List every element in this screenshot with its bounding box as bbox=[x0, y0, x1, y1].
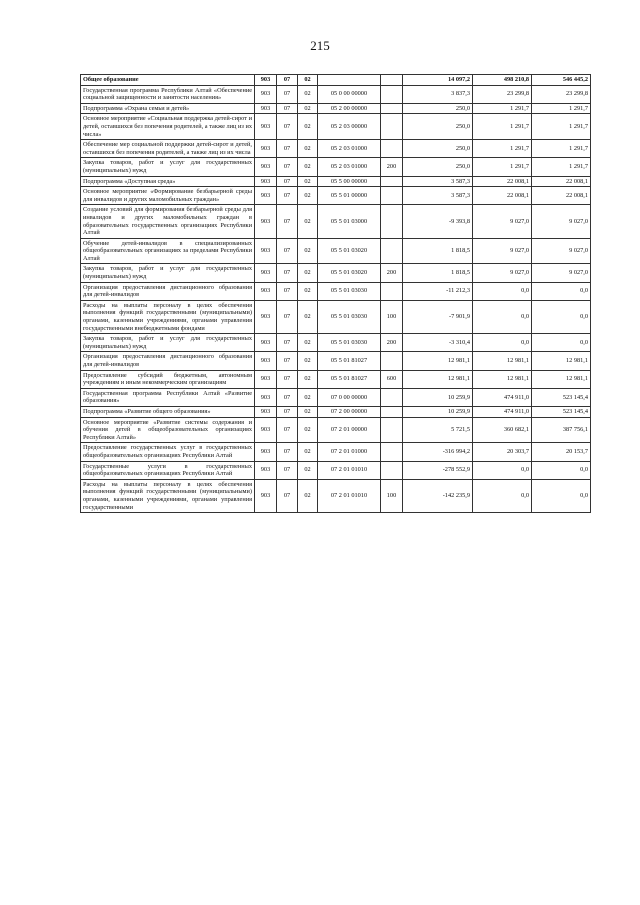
row-amount-2: 360 682,1 bbox=[473, 417, 532, 443]
row-expense-type: 100 bbox=[381, 479, 403, 512]
row-amount-2: 1 291,7 bbox=[473, 103, 532, 114]
row-subsection: 02 bbox=[298, 300, 318, 333]
table-row bbox=[81, 443, 591, 461]
row-ministry-code: 903 bbox=[255, 187, 277, 205]
table-row bbox=[81, 264, 591, 282]
row-subsection: 02 bbox=[298, 140, 318, 158]
row-amount-2: 0,0 bbox=[473, 334, 532, 352]
row-amount-2: 22 008,1 bbox=[473, 187, 532, 205]
table-row bbox=[81, 300, 591, 333]
row-name: Закупка товаров, работ и услуг для государственных (муниципальных) нужд bbox=[81, 334, 255, 352]
row-name: Основное мероприятие «Формирование безбарьерной среды для инвалидов и других маломобильных граждан» bbox=[81, 187, 255, 205]
row-expense-type bbox=[381, 417, 403, 443]
row-amount-3: 9 027,0 bbox=[532, 238, 591, 264]
row-section: 07 bbox=[277, 370, 298, 388]
row-expense-type bbox=[381, 85, 403, 103]
row-ministry-code: 903 bbox=[255, 461, 277, 479]
row-amount-1: 3 587,3 bbox=[403, 176, 473, 187]
row-subsection: 02 bbox=[298, 187, 318, 205]
row-expense-type bbox=[381, 443, 403, 461]
row-amount-2: 498 210,8 bbox=[473, 75, 532, 86]
row-name: Государственные услуги в государственных общеобразовательных организациях Республики Алтай bbox=[81, 461, 255, 479]
table-row bbox=[81, 370, 591, 388]
table-row bbox=[81, 140, 591, 158]
row-amount-1: -7 901,9 bbox=[403, 300, 473, 333]
row-amount-2: 9 027,0 bbox=[473, 205, 532, 238]
row-target-article: 05 0 00 00000 bbox=[318, 85, 381, 103]
row-amount-2: 0,0 bbox=[473, 282, 532, 300]
row-amount-2: 0,0 bbox=[473, 479, 532, 512]
row-name: Подпрограмма «Развитие общего образования» bbox=[81, 406, 255, 417]
row-amount-3: 523 145,4 bbox=[532, 406, 591, 417]
table-row bbox=[81, 85, 591, 103]
row-amount-3: 12 981,1 bbox=[532, 370, 591, 388]
row-section: 07 bbox=[277, 417, 298, 443]
table-row bbox=[81, 103, 591, 114]
row-section: 07 bbox=[277, 85, 298, 103]
row-amount-1: 250,0 bbox=[403, 103, 473, 114]
row-ministry-code: 903 bbox=[255, 406, 277, 417]
row-amount-1: -316 994,2 bbox=[403, 443, 473, 461]
row-target-article: 07 0 00 00000 bbox=[318, 388, 381, 406]
row-target-article: 05 5 01 03020 bbox=[318, 238, 381, 264]
row-section: 07 bbox=[277, 187, 298, 205]
row-amount-1: 12 981,1 bbox=[403, 370, 473, 388]
row-section: 07 bbox=[277, 205, 298, 238]
row-amount-3: 0,0 bbox=[532, 282, 591, 300]
row-name: Организация предоставления дистанционного образования для детей-инвалидов bbox=[81, 352, 255, 370]
row-amount-3: 1 291,7 bbox=[532, 140, 591, 158]
row-amount-3: 387 756,1 bbox=[532, 417, 591, 443]
row-section: 07 bbox=[277, 352, 298, 370]
row-name: Общее образование bbox=[81, 75, 255, 86]
table-row bbox=[81, 282, 591, 300]
row-name: Подпрограмма «Доступная среда» bbox=[81, 176, 255, 187]
row-subsection: 02 bbox=[298, 417, 318, 443]
row-expense-type: 200 bbox=[381, 334, 403, 352]
row-amount-3: 1 291,7 bbox=[532, 114, 591, 140]
row-ministry-code: 903 bbox=[255, 140, 277, 158]
budget-table-body bbox=[81, 75, 591, 513]
row-amount-2: 23 299,8 bbox=[473, 85, 532, 103]
row-expense-type bbox=[381, 406, 403, 417]
row-subsection: 02 bbox=[298, 352, 318, 370]
row-amount-2: 0,0 bbox=[473, 300, 532, 333]
row-section: 07 bbox=[277, 264, 298, 282]
row-ministry-code: 903 bbox=[255, 114, 277, 140]
row-name: Расходы на выплаты персоналу в целях обеспечения выполнения функций государственными (муниципальными) органами, казенными учреждениями, органами управления государственными bbox=[81, 479, 255, 512]
table-row bbox=[81, 334, 591, 352]
row-expense-type bbox=[381, 205, 403, 238]
row-name: Расходы на выплаты персоналу в целях обеспечения выполнения функций государственными (муниципальными) органами, казенными учреждениями, органами управления государственными внебюджетными фондами bbox=[81, 300, 255, 333]
row-subsection: 02 bbox=[298, 282, 318, 300]
row-target-article: 05 5 01 03030 bbox=[318, 334, 381, 352]
row-amount-2: 1 291,7 bbox=[473, 158, 532, 176]
row-section: 07 bbox=[277, 300, 298, 333]
row-amount-1: 10 259,9 bbox=[403, 388, 473, 406]
row-ministry-code: 903 bbox=[255, 158, 277, 176]
row-amount-2: 12 981,1 bbox=[473, 370, 532, 388]
row-amount-2: 474 911,0 bbox=[473, 406, 532, 417]
row-name: Обучение детей-инвалидов в специализированных общеобразовательных организациях за пределами Республики Алтай bbox=[81, 238, 255, 264]
row-amount-2: 1 291,7 bbox=[473, 140, 532, 158]
row-ministry-code: 903 bbox=[255, 334, 277, 352]
row-ministry-code: 903 bbox=[255, 417, 277, 443]
row-expense-type bbox=[381, 140, 403, 158]
row-subsection: 02 bbox=[298, 406, 318, 417]
row-amount-1: 250,0 bbox=[403, 114, 473, 140]
table-row bbox=[81, 388, 591, 406]
page-number: 215 bbox=[310, 38, 330, 53]
table-row bbox=[81, 75, 591, 86]
row-name: Предоставление государственных услуг в государственных общеобразовательных организациях Республики Алтай bbox=[81, 443, 255, 461]
row-subsection: 02 bbox=[298, 103, 318, 114]
row-expense-type bbox=[381, 352, 403, 370]
row-section: 07 bbox=[277, 176, 298, 187]
row-subsection: 02 bbox=[298, 461, 318, 479]
row-target-article: 07 2 00 00000 bbox=[318, 406, 381, 417]
row-expense-type: 100 bbox=[381, 300, 403, 333]
row-subsection: 02 bbox=[298, 114, 318, 140]
table-row bbox=[81, 114, 591, 140]
row-amount-3: 20 153,7 bbox=[532, 443, 591, 461]
row-amount-2: 0,0 bbox=[473, 461, 532, 479]
row-expense-type bbox=[381, 187, 403, 205]
row-amount-2: 1 291,7 bbox=[473, 114, 532, 140]
row-amount-1: 5 721,5 bbox=[403, 417, 473, 443]
row-name: Закупка товаров, работ и услуг для государственных (муниципальных) нужд bbox=[81, 158, 255, 176]
row-expense-type bbox=[381, 461, 403, 479]
row-expense-type bbox=[381, 75, 403, 86]
row-subsection: 02 bbox=[298, 264, 318, 282]
row-amount-2: 22 008,1 bbox=[473, 176, 532, 187]
row-amount-3: 523 145,4 bbox=[532, 388, 591, 406]
row-target-article: 05 5 01 03000 bbox=[318, 205, 381, 238]
row-target-article: 05 5 01 03020 bbox=[318, 264, 381, 282]
row-amount-3: 23 299,8 bbox=[532, 85, 591, 103]
row-amount-2: 474 911,0 bbox=[473, 388, 532, 406]
table-row bbox=[81, 187, 591, 205]
row-amount-3: 22 008,1 bbox=[532, 176, 591, 187]
row-name: Государственная программа Республики Алтай «Обеспечение социальной защищенности и занятости населения» bbox=[81, 85, 255, 103]
row-ministry-code: 903 bbox=[255, 282, 277, 300]
row-section: 07 bbox=[277, 479, 298, 512]
row-expense-type: 200 bbox=[381, 158, 403, 176]
row-amount-3: 1 291,7 bbox=[532, 158, 591, 176]
row-section: 07 bbox=[277, 334, 298, 352]
row-expense-type: 200 bbox=[381, 264, 403, 282]
row-subsection: 02 bbox=[298, 176, 318, 187]
row-section: 07 bbox=[277, 114, 298, 140]
row-subsection: 02 bbox=[298, 479, 318, 512]
row-amount-1: 1 818,5 bbox=[403, 238, 473, 264]
row-ministry-code: 903 bbox=[255, 85, 277, 103]
row-amount-2: 9 027,0 bbox=[473, 264, 532, 282]
row-target-article: 05 5 01 03030 bbox=[318, 282, 381, 300]
row-target-article: 05 5 01 00000 bbox=[318, 187, 381, 205]
row-amount-3: 546 445,2 bbox=[532, 75, 591, 86]
row-target-article: 05 5 01 81027 bbox=[318, 370, 381, 388]
row-section: 07 bbox=[277, 461, 298, 479]
row-target-article: 05 5 01 03030 bbox=[318, 300, 381, 333]
table-row bbox=[81, 238, 591, 264]
row-section: 07 bbox=[277, 103, 298, 114]
row-subsection: 02 bbox=[298, 334, 318, 352]
row-amount-1: 12 981,1 bbox=[403, 352, 473, 370]
row-ministry-code: 903 bbox=[255, 238, 277, 264]
row-ministry-code: 903 bbox=[255, 205, 277, 238]
row-amount-1: -278 552,9 bbox=[403, 461, 473, 479]
row-name: Основное мероприятие «Социальная поддержка детей-сирот и детей, оставшихся без попечения родителей, а также лиц из их числа» bbox=[81, 114, 255, 140]
row-amount-1: 250,0 bbox=[403, 140, 473, 158]
row-ministry-code: 903 bbox=[255, 103, 277, 114]
row-target-article: 07 2 01 00000 bbox=[318, 417, 381, 443]
row-ministry-code: 903 bbox=[255, 176, 277, 187]
row-amount-3: 12 981,1 bbox=[532, 352, 591, 370]
row-amount-1: -3 310,4 bbox=[403, 334, 473, 352]
row-amount-3: 0,0 bbox=[532, 334, 591, 352]
row-section: 07 bbox=[277, 140, 298, 158]
row-target-article: 05 2 00 00000 bbox=[318, 103, 381, 114]
row-expense-type bbox=[381, 282, 403, 300]
row-amount-3: 9 027,0 bbox=[532, 205, 591, 238]
row-target-article: 05 5 00 00000 bbox=[318, 176, 381, 187]
row-subsection: 02 bbox=[298, 205, 318, 238]
row-expense-type bbox=[381, 176, 403, 187]
row-amount-1: 14 097,2 bbox=[403, 75, 473, 86]
row-target-article: 05 5 01 81027 bbox=[318, 352, 381, 370]
row-name: Закупка товаров, работ и услуг для государственных (муниципальных) нужд bbox=[81, 264, 255, 282]
row-ministry-code: 903 bbox=[255, 370, 277, 388]
row-ministry-code: 903 bbox=[255, 479, 277, 512]
row-subsection: 02 bbox=[298, 158, 318, 176]
row-ministry-code: 903 bbox=[255, 443, 277, 461]
row-name: Подпрограмма «Охрана семьи и детей» bbox=[81, 103, 255, 114]
row-amount-1: -9 393,8 bbox=[403, 205, 473, 238]
row-name: Обеспечение мер социальной поддержки детей-сирот и детей, оставшихся без попечения родителей, а также лиц из их числа bbox=[81, 140, 255, 158]
row-amount-3: 9 027,0 bbox=[532, 264, 591, 282]
table-row bbox=[81, 461, 591, 479]
row-expense-type bbox=[381, 114, 403, 140]
row-expense-type bbox=[381, 238, 403, 264]
row-expense-type bbox=[381, 388, 403, 406]
row-target-article: 07 2 01 01010 bbox=[318, 479, 381, 512]
row-amount-3: 0,0 bbox=[532, 479, 591, 512]
table-row bbox=[81, 158, 591, 176]
row-target-article: 05 2 03 00000 bbox=[318, 114, 381, 140]
table-row bbox=[81, 417, 591, 443]
row-amount-3: 0,0 bbox=[532, 300, 591, 333]
row-subsection: 02 bbox=[298, 443, 318, 461]
row-subsection: 02 bbox=[298, 370, 318, 388]
row-subsection: 02 bbox=[298, 388, 318, 406]
row-amount-2: 9 027,0 bbox=[473, 238, 532, 264]
row-target-article: 05 2 03 01000 bbox=[318, 140, 381, 158]
row-ministry-code: 903 bbox=[255, 388, 277, 406]
row-amount-1: 250,0 bbox=[403, 158, 473, 176]
row-ministry-code: 903 bbox=[255, 264, 277, 282]
row-section: 07 bbox=[277, 388, 298, 406]
row-subsection: 02 bbox=[298, 238, 318, 264]
row-section: 07 bbox=[277, 75, 298, 86]
row-section: 07 bbox=[277, 406, 298, 417]
row-name: Государственная программа Республики Алтай «Развитие образования» bbox=[81, 388, 255, 406]
row-amount-3: 22 008,1 bbox=[532, 187, 591, 205]
row-target-article: 05 2 03 01000 bbox=[318, 158, 381, 176]
row-amount-1: 10 259,9 bbox=[403, 406, 473, 417]
row-subsection: 02 bbox=[298, 75, 318, 86]
row-expense-type bbox=[381, 103, 403, 114]
row-section: 07 bbox=[277, 238, 298, 264]
table-row bbox=[81, 176, 591, 187]
row-name: Организация предоставления дистанционного образования для детей-инвалидов bbox=[81, 282, 255, 300]
row-amount-1: 3 837,3 bbox=[403, 85, 473, 103]
row-target-article: 07 2 01 01000 bbox=[318, 443, 381, 461]
row-ministry-code: 903 bbox=[255, 352, 277, 370]
table-row bbox=[81, 406, 591, 417]
row-amount-3: 1 291,7 bbox=[532, 103, 591, 114]
row-name: Создание условий для формирования безбарьерной среды для инвалидов и других маломобильных граждан в образовательных государственных организациях Республики Алтай bbox=[81, 205, 255, 238]
row-amount-2: 20 303,7 bbox=[473, 443, 532, 461]
row-section: 07 bbox=[277, 443, 298, 461]
row-name: Предоставление субсидий бюджетным, автономным учреждениям и иным некоммерческим организациям bbox=[81, 370, 255, 388]
row-amount-2: 12 981,1 bbox=[473, 352, 532, 370]
row-target-article: 07 2 01 01010 bbox=[318, 461, 381, 479]
table-row bbox=[81, 479, 591, 512]
row-ministry-code: 903 bbox=[255, 300, 277, 333]
row-target-article bbox=[318, 75, 381, 86]
table-row bbox=[81, 352, 591, 370]
row-expense-type: 600 bbox=[381, 370, 403, 388]
row-amount-1: 3 587,3 bbox=[403, 187, 473, 205]
row-amount-1: -142 235,9 bbox=[403, 479, 473, 512]
row-ministry-code: 903 bbox=[255, 75, 277, 86]
row-amount-1: -11 212,3 bbox=[403, 282, 473, 300]
table-row bbox=[81, 205, 591, 238]
budget-table bbox=[80, 74, 591, 513]
row-section: 07 bbox=[277, 158, 298, 176]
row-amount-3: 0,0 bbox=[532, 461, 591, 479]
row-subsection: 02 bbox=[298, 85, 318, 103]
row-name: Основное мероприятие «Развитие системы содержания и обучения детей в общеобразовательных организациях Республики Алтай» bbox=[81, 417, 255, 443]
row-section: 07 bbox=[277, 282, 298, 300]
row-amount-1: 1 818,5 bbox=[403, 264, 473, 282]
